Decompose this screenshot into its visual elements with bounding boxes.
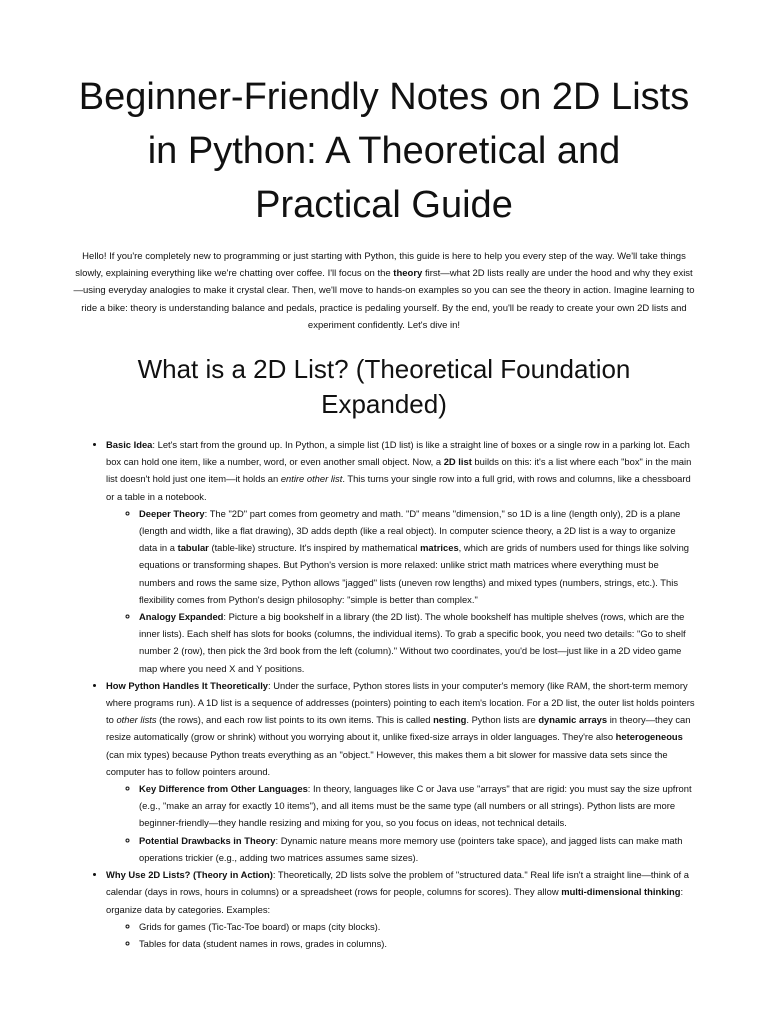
text-run: (table-like) structure. It's inspired by mathematical	[208, 542, 421, 554]
bold-text: Key Difference from Other Languages	[139, 783, 308, 795]
bold-text: multi-dimensional thinking	[561, 886, 681, 898]
bullet-how-python-handles	[106, 677, 696, 866]
text-run: : organize data by categories. Examples:	[106, 886, 684, 915]
bold-text: theory	[393, 268, 423, 280]
text-run: : Under the surface, Python stores lists in your computer's memory (like RAM, the short-term memory where programs run). A 1D list is a sequence of addresses (pointers) pointing to each item's location. For a 2D list, the outer list holds pointers to	[106, 679, 695, 726]
bold-text: 2D list	[443, 456, 472, 468]
sub-bullet-list	[106, 505, 696, 677]
bold-text: Why Use 2D Lists? (Theory in Action)	[106, 869, 273, 881]
bullet-basic-idea	[106, 436, 696, 677]
text-run: , which are grids of numbers used for things like solving equations or transforming shapes. But Python's version is more relaxed: unlike strict math matrices where everything must be numbers and rows the same size, Python allows "jagged" lists (uneven row lengths) and mixed types (numbers, strings, etc.). This flexibility comes from Python's design philosophy: "simple is better than complex."	[139, 542, 689, 605]
intro-paragraph	[72, 248, 696, 334]
sub-bullet-item	[139, 608, 696, 677]
sub-bullet-item	[139, 505, 696, 608]
sub-bullet-item	[139, 832, 696, 866]
text-run: . This turns your single row into a full grid, with rows and columns, like a chessboard or a table in a notebook.	[106, 473, 691, 502]
text-run: : The "2D" part comes from geometry and math. "D" means "dimension," so 1D is a line (length only), 2D is a plane (length and width, like a flat drawing), 3D adds depth (like a real object). In computer science theory, a 2D list is a way to organize data in a	[139, 507, 681, 554]
bold-text: heterogeneous	[615, 731, 683, 743]
italic-text: other lists	[116, 714, 157, 726]
bold-text: dynamic arrays	[538, 714, 608, 726]
text-run: Tables for data (student names in rows, grades in columns).	[139, 937, 388, 949]
text-run: Hello! If you're completely new to programming or just starting with Python, this guide is here to help you every step of the way. We'll take things slowly, explaining everything like we're chatting over coffee. I'll focus on the	[75, 251, 686, 280]
text-run: : Picture a big bookshelf in a library (the 2D list). The whole bookshelf has multiple shelves (rows, which are the inner lists). Each shelf has slots for books (columns, the individual items). To grab a specific book, you need two details: "Go to shelf number 2 (row), then pick the 3rd book from the left (column)." Without two coordinates, you'd be lost—just like in a 2D video game map where you need X and Y positions.	[139, 611, 686, 674]
text-run: Grids for games (Tic-Tac-Toe board) or maps (city blocks).	[139, 920, 381, 932]
bold-text: Potential Drawbacks in Theory	[139, 834, 276, 846]
text-run: (the rows), and each row list points to its own items. This is called	[156, 714, 434, 726]
bold-text: matrices	[420, 542, 459, 554]
bold-text: How Python Handles It Theoretically	[106, 679, 269, 691]
text-run: : Dynamic nature means more memory use (pointers take space), and jagged lists can make math operations trickier (e.g., adding two matrices assumes same sizes).	[139, 834, 683, 863]
text-run: (can mix types) because Python treats everything as an "object." However, this makes them a bit slower for massive data sets since the computer has to follow pointers around.	[106, 748, 668, 777]
bullet-list	[72, 436, 696, 952]
bullet-why-use-2d-lists	[106, 866, 696, 952]
text-run: builds on this: it's a list where each "box" in the main list doesn't hold just one item—it holds an	[106, 456, 692, 485]
sub-bullet-item	[139, 780, 696, 832]
sub-bullet-list	[106, 918, 696, 952]
sub-bullet-list	[106, 780, 696, 866]
text-run: : In theory, languages like C or Java use "arrays" that are rigid: you must say the size upfront (e.g., "make an array for exactly 10 items"), and all items must be the same type (all numbers or all strings). Python lists are more beginner-friendly—they handle resizing and mixing for you, so you focus on ideas, not technical details.	[139, 783, 692, 829]
bold-text: Deeper Theory	[139, 507, 205, 519]
bold-text: Analogy Expanded	[139, 611, 224, 623]
bold-text: Basic Idea	[106, 439, 153, 451]
text-run: . Python lists are	[466, 714, 539, 726]
text-run: first—what 2D lists really are under the hood and why they exist—using everyday analogies to make it crystal clear. Then, we'll move to hands-on examples so you can see the theory in action. Imagine learning to ride a bike: theory is understanding balance and pedals, practice is pedaling yourself. By the end, you'll be ready to create your own 2D lists and experiment confidently. Let's dive in!	[73, 268, 695, 331]
text-run: : Theoretically, 2D lists solve the problem of "structured data." Real life isn't a straight line—think of a calendar (days in rows, hours in columns) or a spreadsheet (rows for people, columns for scores). They allow	[106, 869, 689, 898]
text-run: in theory—they can resize automatically (grow or shrink) without you worrying about it, unlike fixed-size arrays in older languages. They're also	[106, 714, 691, 743]
text-run: : Let's start from the ground up. In Python, a simple list (1D list) is like a straight line of boxes or a single row in a parking lot. Each box can hold one item, like a number, word, or even another small object. Now, a	[106, 439, 690, 468]
bold-text: tabular	[177, 542, 209, 554]
section-heading: What is a 2D List? (Theoretical Foundation Expanded)	[137, 354, 631, 420]
italic-text: entire other list	[280, 473, 343, 485]
document-title: Beginner-Friendly Notes on 2D Lists in Python: A Theoretical and Practical Guide	[78, 76, 690, 226]
sub-bullet-item	[139, 918, 696, 935]
bold-text: nesting	[433, 714, 467, 726]
sub-bullet-item	[139, 935, 696, 952]
